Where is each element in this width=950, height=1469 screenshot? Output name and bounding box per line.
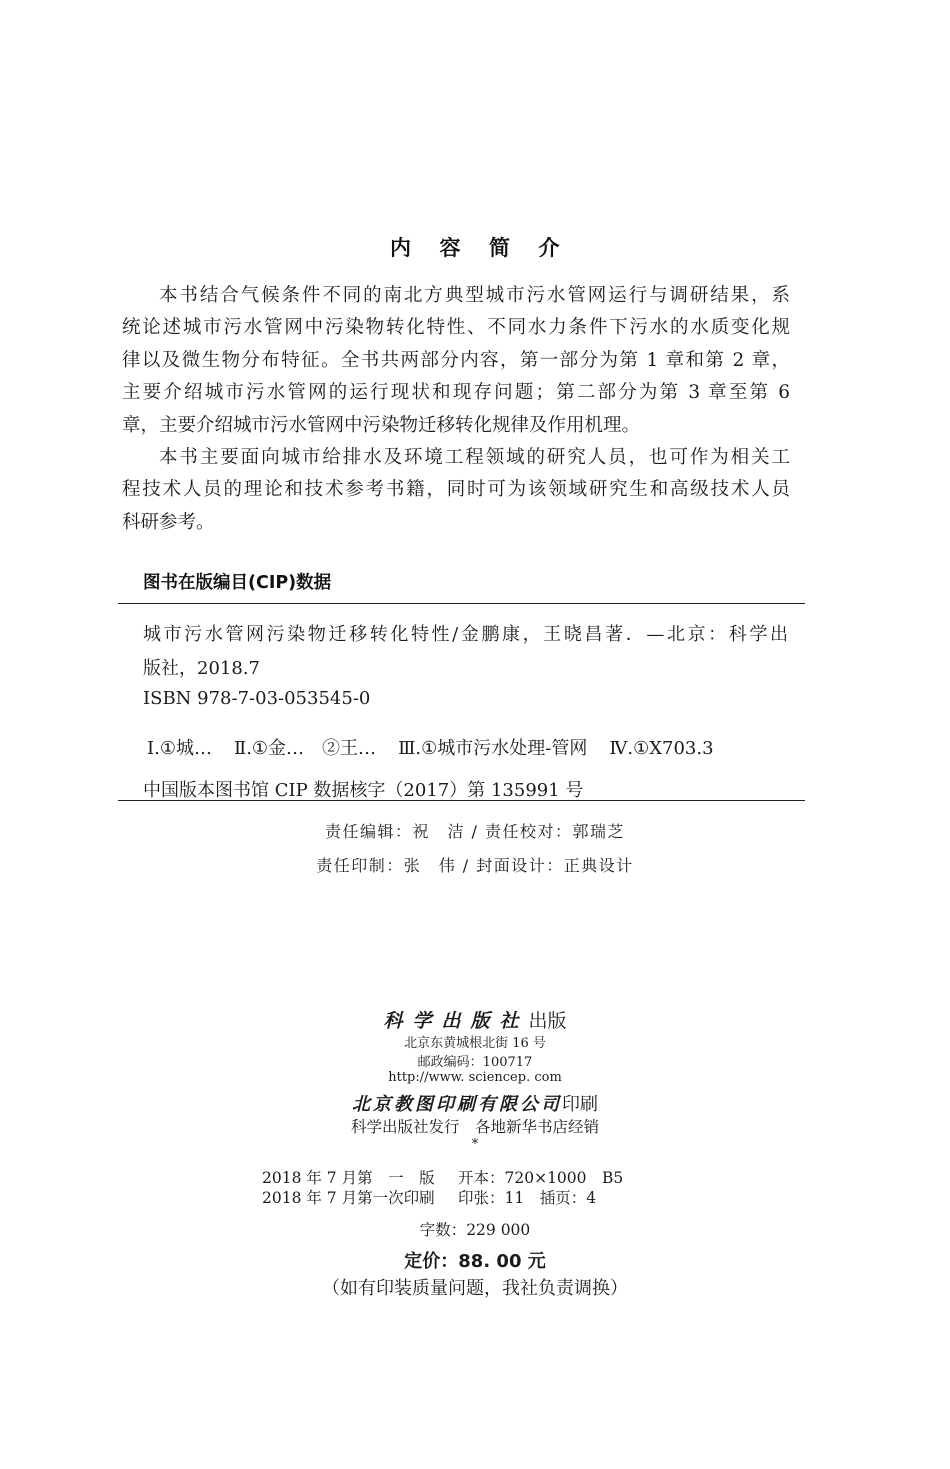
intro-p2-line: 程技术人员的理论和技术参考书籍，同时可为该领域研究生和高级技术人员: [122, 479, 790, 501]
cip-top-rule: [118, 603, 805, 604]
intro-body: [122, 280, 790, 539]
cip-heading: 图书在版编目(CIP)数据: [143, 573, 332, 593]
intro-p1-line: 统论述城市污水管网中污染物转化特性、不同水力条件下污水的水质变化规: [122, 317, 790, 339]
distribution-line: 科学出版社发行 各地新华书店经销: [350, 1118, 599, 1136]
intro-p1-line: 章，主要介绍城市污水管网中污染物迁移转化规律及作用机理。: [122, 414, 641, 436]
publisher-address: 北京东黄城根北街 16 号: [404, 1036, 546, 1051]
cip-bottom-rule: [118, 800, 805, 801]
cip-classification: [147, 734, 792, 760]
cip-class-item: Ⅱ.①金… ②王…: [233, 738, 377, 759]
cip-line-2: 版社，2018.7: [143, 658, 260, 679]
printer-suffix: 印刷: [562, 1094, 598, 1115]
publisher-line: [0, 1006, 950, 1033]
cip-isbn: ISBN 978-7-03-053545-0: [143, 688, 371, 709]
publisher-website: http://www. sciencep. com: [388, 1070, 562, 1085]
intro-p2-line: 本书主要面向城市给排水及环境工程领域的研究人员，也可作为相关工: [159, 447, 790, 469]
edition-date: 2018 年 7 月第 一 版: [262, 1169, 435, 1187]
cip-class-item: Ⅰ.①城…: [147, 738, 212, 759]
staff-line-2: 责任印制：张 伟 / 封面设计：正典设计: [316, 856, 634, 875]
cip-class-item: Ⅳ.①X703.3: [609, 738, 714, 759]
edition-row: [262, 1166, 623, 1188]
publisher-name: 科学出版社: [383, 1010, 529, 1032]
price: 定价：88. 00 元: [404, 1251, 546, 1272]
print-sheets: 印张：11 插页：4: [458, 1189, 597, 1207]
intro-title-char: 内: [390, 236, 412, 260]
printing-date: 2018 年 7 月第一次印刷: [262, 1189, 435, 1207]
intro-p1-line: 主要介绍城市污水管网的运行现状和现存问题；第二部分为第 3 章至第 6: [122, 382, 790, 404]
separator-star: *: [471, 1137, 479, 1152]
printing-row: [262, 1186, 596, 1208]
cip-class-item: Ⅲ.①城市污水处理-管网: [398, 738, 588, 759]
staff-line-1: 责任编辑：祝 洁 / 责任校对：郭瑞芝: [324, 822, 626, 841]
printer-line: [0, 1090, 950, 1116]
intro-title-char: 介: [538, 236, 560, 260]
cip-verification: 中国版本图书馆 CIP 数据核字（2017）第 135991 号: [143, 780, 584, 801]
printer-name: 北京教图印刷有限公司: [352, 1094, 562, 1115]
intro-title-char: 简: [489, 236, 511, 260]
intro-title-char: 容: [439, 236, 461, 260]
book-format: 开本：720×1000 B5: [458, 1169, 624, 1187]
publisher-suffix: 出版: [528, 1010, 567, 1032]
intro-p1-line: 本书结合气候条件不同的南北方典型城市污水管网运行与调研结果，系: [159, 285, 790, 306]
intro-p1-line: 律以及微生物分布特征。全书共两部分内容，第一部分为第 1 章和第 2 章，: [122, 349, 790, 371]
intro-p2-line: 科研参考。: [122, 511, 215, 533]
quality-notice: （如有印装质量问题，我社负责调换）: [322, 1278, 628, 1299]
word-count: 字数：229 000: [419, 1221, 531, 1239]
publisher-postcode: 邮政编码：100717: [417, 1055, 533, 1070]
intro-title: [0, 232, 950, 262]
cip-line-1: 城市污水管网污染物迁移转化特性/金鹏康，王晓昌著．—北京：科学出: [143, 624, 788, 645]
